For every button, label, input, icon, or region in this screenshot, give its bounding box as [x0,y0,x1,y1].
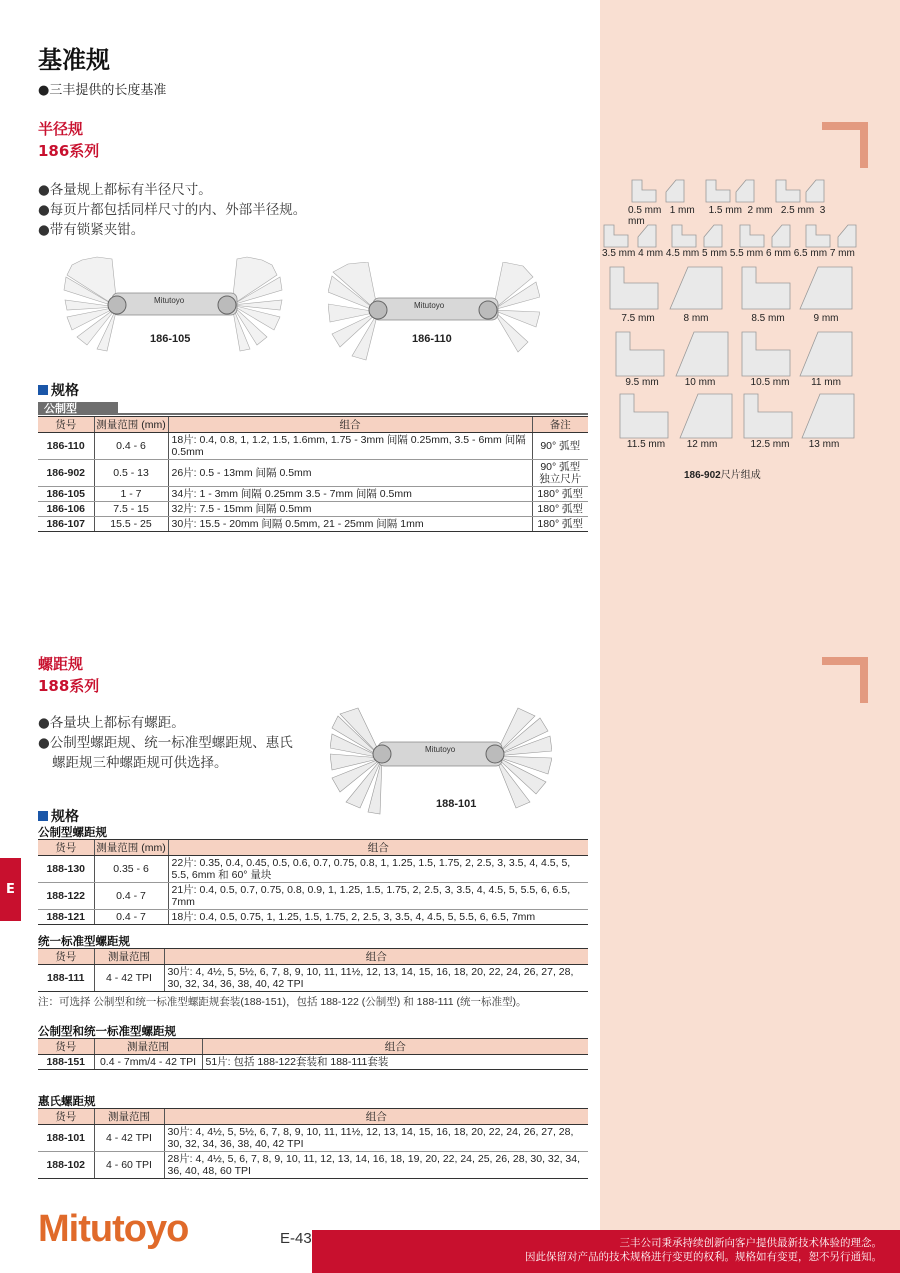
col-header: 货号 [38,840,94,856]
section-tab-e[interactable]: E [0,858,21,921]
gauge-caption: 11 mm [811,377,841,388]
gauge-caption: 12 mm [686,439,718,450]
pitch-bullet: ●各量块上都标有螺距。 [38,715,185,731]
radius-bullets [38,180,306,240]
metric-underline [118,413,588,415]
col-header: 组合 [164,949,588,965]
table-header-row [38,1109,588,1125]
table-row: 188-122 0.4 - 7 21片: 0.4, 0.5, 0.7, 0.75, 0.8, 0.9, 1, 1.25, 1.5, 1.75, 2, 2.5, 3, 3.5, 4, 4.5, 5, 5.5, 6, 6.5, 7mm [38,883,588,910]
radius-series: 186系列 [38,142,100,160]
pitch-spec-heading: 规格 [38,806,79,826]
gauge-set-caption: 186-902尺片组成 [684,470,761,481]
col-header: 组合 [168,417,532,433]
table-row: 186-902 0.5 - 13 26片: 0.5 - 13mm 间隔 0.5mm 90° 弧型 独立尺片 [38,460,588,487]
gauge-caption-row2: 3.5 mm 4 mm 4.5 mm 5 mm 5.5 mm 6 mm 6.5 mm 7 mm [602,248,855,259]
footer-notice: 三丰公司秉承持续创新向客户提供最新技术体验的理念。 因此保留对产品的技术规格进行变更的权利。规格如有变更，恕不另行通知。 [525,1237,882,1263]
page-title: 基准规 [38,46,110,74]
whitworth-pitch-label: 惠氏螺距规 [38,1094,96,1108]
pitch-section-title [38,653,99,697]
table-row: 188-130 0.35 - 6 22片: 0.35, 0.4, 0.45, 0.5, 0.6, 0.7, 0.75, 0.8, 1, 1.25, 1.5, 1.75, 2, 2.5, 3, 3.5, 4, 4.5, 5, 5.5, 6mm 和 60° 量块 [38,856,588,883]
unified-pitch-table [38,948,588,992]
table-header-row [38,1039,588,1055]
metric-tag: 公制型 [38,402,118,415]
metric-pitch-table [38,839,588,925]
table-header-row [38,840,588,856]
col-header: 组合 [168,840,588,856]
combo-note: 注：可选择 公制型和统一标准型螺距规套装(188-151)，包括 188-122 (公制型) 和 188-111 (统一标准型)。 [38,996,527,1008]
col-header: 测量范围 [94,949,164,965]
gauge-caption: 7.5 mm [621,313,655,324]
pitch-title: 螺距规 [38,655,84,673]
table-row: 188-101 4 - 42 TPI 30片: 4, 4½, 5, 5½, 6, 7, 8, 9, 10, 11, 11½, 12, 13, 14, 15, 16, 18, 20, 22, 24, 26, 27, 28, 30, 32, 34, 36, 38, 40, 42 TPI [38,1125,588,1152]
radius-title: 半径规 [38,120,84,138]
square-icon [38,385,48,395]
square-icon [38,811,48,821]
col-header: 测量范围 (mm) [94,417,168,433]
gauge-caption: 8 mm [683,313,709,324]
gauge-caption: 10.5 mm [750,377,790,388]
table-row: 188-102 4 - 60 TPI 28片: 4, 4½, 5, 6, 7, 8, 9, 10, 11, 12, 13, 14, 16, 18, 19, 20, 22, 24, 25, 26, 28, 30, 32, 34, 36, 40, 48, 60 TPI [38,1152,588,1179]
table-row: 188-121 0.4 - 7 18片: 0.4, 0.5, 0.75, 1, 1.25, 1.5, 1.75, 2, 2.5, 3, 3.5, 4, 4.5, 5, 5.5, 6, 6.5, 7mm [38,910,588,925]
gauge-caption: 9 mm [813,313,839,324]
col-header: 货号 [38,1039,94,1055]
corner-mark-bottom [822,657,868,703]
radius-spec-table [38,416,588,532]
radius-bullet: ●带有锁紧夹钳。 [38,222,145,238]
pitch-bullet: ●公制型螺距规、统一标准型螺距规、惠氏 [38,735,293,751]
table-header-row [38,417,588,433]
col-header: 组合 [164,1109,588,1125]
gauge-caption: 12.5 mm [750,439,790,450]
gauge-caption: 9.5 mm [625,377,659,388]
svg-text:Mitutoyo: Mitutoyo [154,296,185,305]
footer-bar [312,1230,900,1273]
photo-label-186-110: 186-110 [412,333,452,345]
table-row: 188-111 4 - 42 TPI 30片: 4, 4½, 5, 5½, 6, 7, 8, 9, 10, 11, 11½, 12, 13, 14, 15, 16, 18, 20, 22, 24, 26, 27, 28, 30, 32, 34, 36, 38, 40, 42 TPI [38,965,588,992]
corner-mark-top [822,122,868,168]
col-header: 测量范围 (mm) [94,840,168,856]
table-row: 188-151 0.4 - 7mm/4 - 42 TPI 51片: 包括 188-122套装和 188-111套装 [38,1055,588,1070]
radius-bullet: ●每页片都包括同样尺寸的内、外部半径规。 [38,202,307,218]
photo-label-188-101: 188-101 [436,798,477,810]
table-header-row [38,949,588,965]
svg-text:Mitutoyo: Mitutoyo [414,301,445,310]
radius-bullet: ●各量规上都标有半径尺寸。 [38,182,212,198]
pitch-bullets [38,713,293,773]
whitworth-pitch-table [38,1108,588,1179]
metric-pitch-label: 公制型螺距规 [38,825,107,839]
col-header: 货号 [38,1109,94,1125]
gauge-caption: 8.5 mm [751,313,785,324]
photo-label-186-105: 186-105 [150,333,191,345]
gauge-caption: 11.5 mm [626,439,666,450]
radius-spec-heading: 规格 [38,380,79,400]
mitutoyo-logo: Mitutoyo [38,1208,189,1250]
pitch-bullet: 螺距规三种螺距规可供选择。 [52,755,228,771]
table-row: 186-105 1 - 7 34片: 1 - 3mm 间隔 0.25mm 3.5 - 7mm 间隔 0.5mm 180° 弧型 [38,487,588,502]
gauge-caption-row1: 0.5 mm 1 mm 1.5 mm 2 mm 2.5 mm 3 mm [628,205,826,227]
gauge-caption: 13 mm [808,439,840,450]
gauge-caption: 10 mm [684,377,716,388]
page-subtitle: ●三丰提供的长度基准 [38,83,167,98]
combo-pitch-label: 公制型和统一标准型螺距规 [38,1024,176,1038]
pitch-series: 188系列 [38,677,100,695]
col-header: 备注 [532,417,588,433]
table-row: 186-106 7.5 - 15 32片: 7.5 - 15mm 间隔 0.5mm 180° 弧型 [38,502,588,517]
unified-pitch-label: 统一标准型螺距规 [38,934,130,948]
radius-gauge-photo-186-110 [328,262,540,362]
col-header: 货号 [38,949,94,965]
col-header: 测量范围 [94,1109,164,1125]
col-header: 测量范围 [94,1039,202,1055]
svg-text:Mitutoyo: Mitutoyo [425,745,456,754]
table-row: 186-110 0.4 - 6 18片: 0.4, 0.8, 1, 1.2, 1.5, 1.6mm, 1.75 - 3mm 间隔 0.25mm, 3.5 - 6mm 间隔 0.5mm 90° 弧型 [38,433,588,460]
combo-pitch-table [38,1038,588,1070]
radius-section-title [38,118,99,162]
page-number: E-43 [280,1230,312,1247]
col-header: 货号 [38,417,94,433]
table-row: 186-107 15.5 - 25 30片: 15.5 - 20mm 间隔 0.5mm, 21 - 25mm 间隔 1mm 180° 弧型 [38,517,588,532]
col-header: 组合 [202,1039,588,1055]
